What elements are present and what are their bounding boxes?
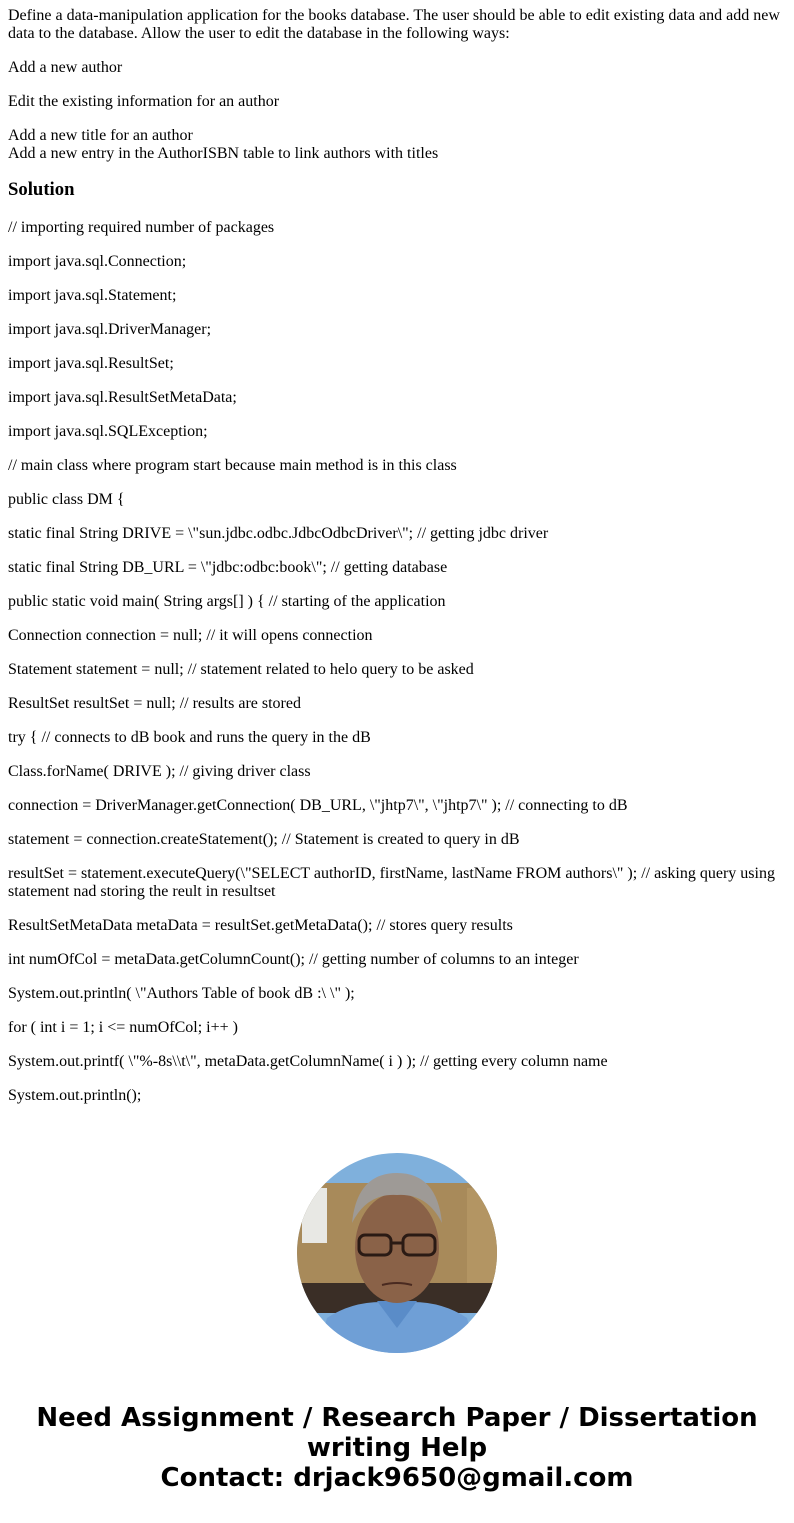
code-line: static final String DRIVE = \"sun.jdbc.odbc.JdbcOdbcDriver\"; // getting jdbc driver [8, 525, 549, 542]
code-line: System.out.println( \"Authors Table of book dB :\ \" ); [8, 985, 355, 1002]
code-line: public static void main( String args[] ) { // starting of the application [8, 593, 446, 610]
promo-line: Need Assignment / Research Paper / Dissertation [36, 1403, 758, 1433]
code-line: System.out.println(); [8, 1087, 142, 1104]
promo-contact: Contact: drjack9650@gmail.com [160, 1463, 634, 1493]
code-line: connection = DriverManager.getConnection( DB_URL, \"jhtp7\", \"jhtp7\" ); // connecting to dB [8, 797, 628, 814]
code-line: resultSet = statement.executeQuery(\"SELECT authorID, firstName, lastName FROM authors\" ); // asking query using statement nad storing the reult in resultset [8, 865, 775, 900]
code-line: Statement statement = null; // statement related to helo query to be asked [8, 661, 474, 678]
code-line: for ( int i = 1; i <= numOfCol; i++ ) [8, 1019, 238, 1036]
code-line: ResultSetMetaData metaData = resultSet.getMetaData(); // stores query results [8, 917, 513, 934]
code-line: statement = connection.createStatement(); // Statement is created to query in dB [8, 831, 520, 848]
task-item: Add a new author [8, 59, 123, 76]
author-photo [297, 1153, 497, 1353]
code-line: import java.sql.DriverManager; [8, 321, 212, 338]
code-line: try { // connects to dB book and runs the query in the dB [8, 729, 371, 746]
task-item: Edit the existing information for an author [8, 93, 280, 110]
promo-banner [0, 1403, 794, 1493]
task-item: Add a new entry in the AuthorISBN table to link authors with titles [8, 145, 439, 162]
solution-code [8, 219, 788, 1105]
code-line: import java.sql.Connection; [8, 253, 187, 270]
code-line: System.out.printf( \"%-8s\\t\", metaData.getColumnName( i ) ); // getting every column name [8, 1053, 608, 1070]
code-line: int numOfCol = metaData.getColumnCount(); // getting number of columns to an integer [8, 951, 579, 968]
code-line: ResultSet resultSet = null; // results are stored [8, 695, 301, 712]
task-item: Add a new title for an author [8, 127, 193, 144]
code-line: // importing required number of packages [8, 219, 275, 236]
code-line: import java.sql.Statement; [8, 287, 177, 304]
promo-line: writing Help [306, 1433, 488, 1463]
code-line: static final String DB_URL = \"jdbc:odbc:book\"; // getting database [8, 559, 448, 576]
code-line: import java.sql.ResultSet; [8, 355, 174, 372]
code-line: Connection connection = null; // it will opens connection [8, 627, 373, 644]
portrait-image [297, 1153, 497, 1353]
document-body [8, 7, 788, 1121]
task-list [8, 59, 788, 163]
code-line: public class DM { [8, 491, 125, 508]
code-line: Class.forName( DRIVE ); // giving driver class [8, 763, 311, 780]
question-intro: Define a data-manipulation application for the books database. The user should be able to edit existing data and add new data to the database. Allow the user to edit the database in the following ways: [8, 7, 780, 42]
solution-heading: Solution [8, 179, 75, 200]
code-line: import java.sql.SQLException; [8, 423, 208, 440]
code-line: import java.sql.ResultSetMetaData; [8, 389, 237, 406]
code-line: // main class where program start because main method is in this class [8, 457, 457, 474]
